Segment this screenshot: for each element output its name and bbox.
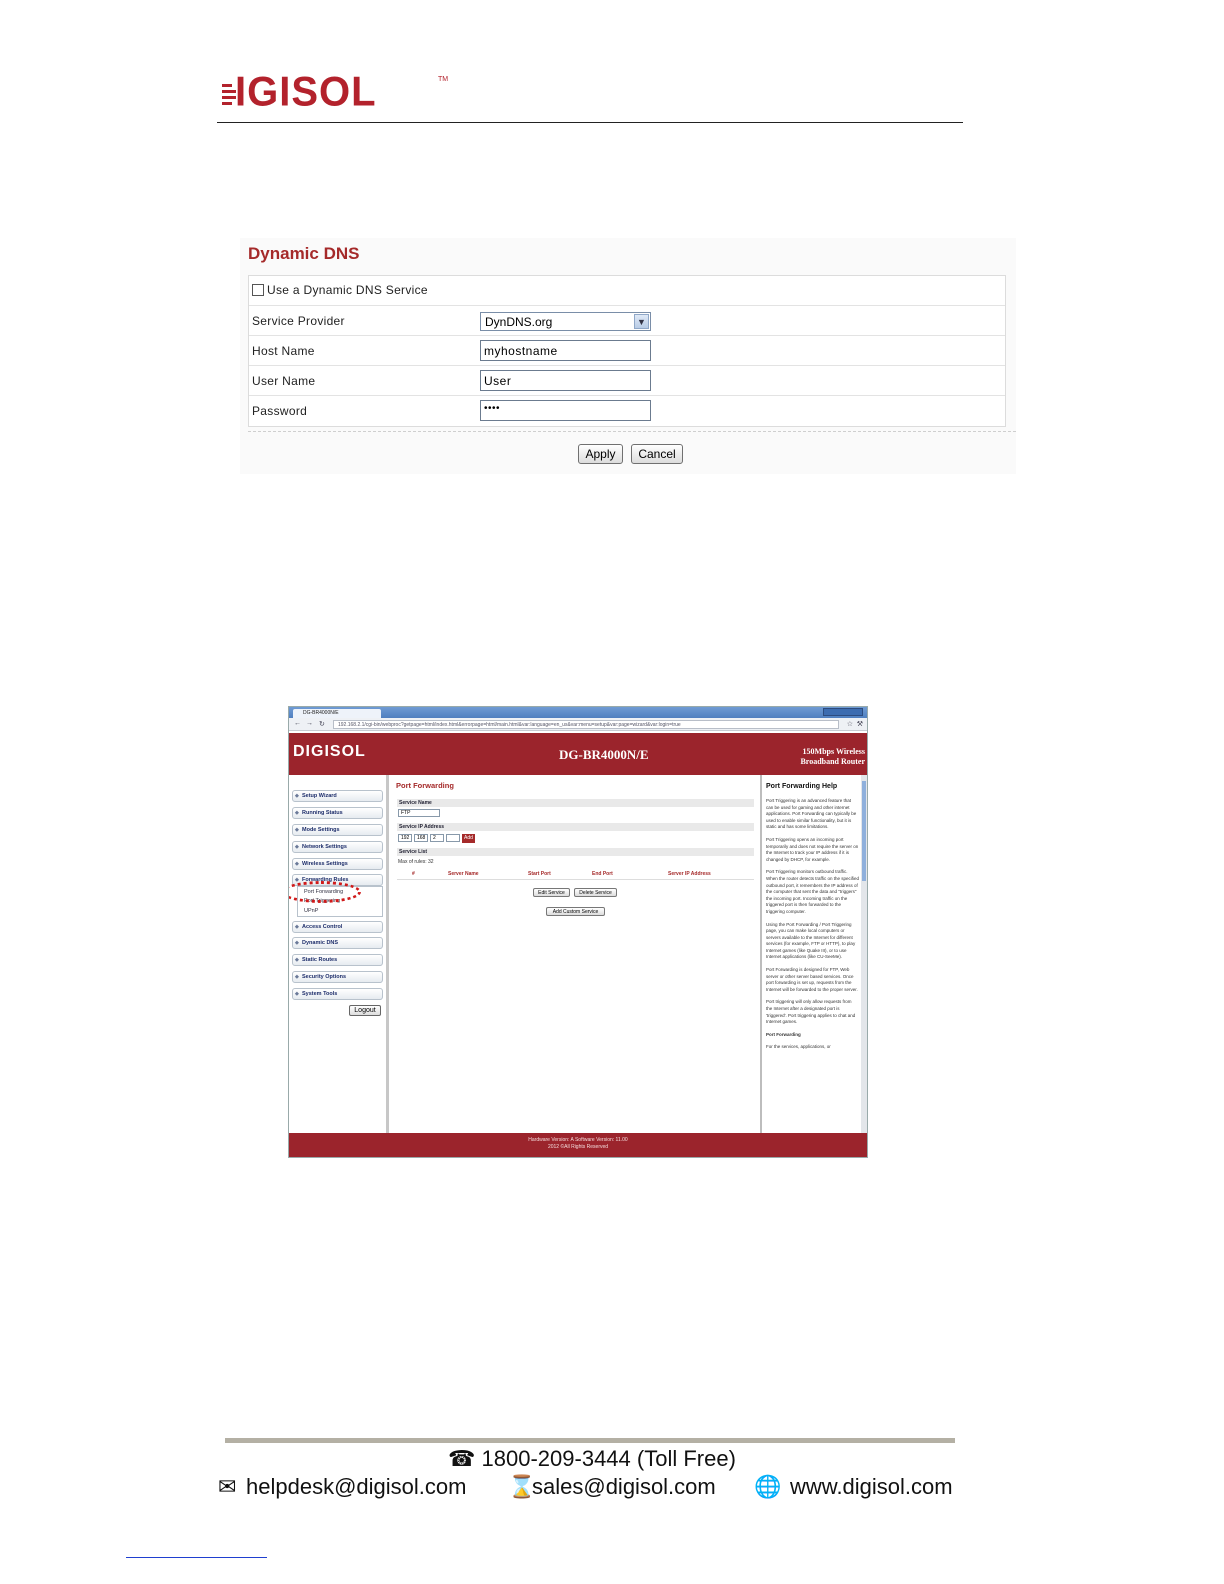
service-ip-header: Service IP Address [397,823,754,831]
hourglass-icon: ⌛ [508,1474,536,1499]
help-paragraph: For the services, applications, or [766,1044,831,1050]
router-footer-copyright: 2012 ©All Rights Reserved [547,1144,609,1150]
phone-line [448,1446,736,1472]
router-sidebar [289,775,389,1133]
dynamic-dns-panel [240,238,1016,474]
form-divider [248,431,1016,432]
logout-button[interactable]: Logout [349,1005,381,1016]
help-scrollbar[interactable] [861,775,867,1133]
chevron-down-icon: ▼ [634,314,649,329]
host-name-row [249,336,1005,366]
footer-divider [225,1438,955,1443]
col-server-name: Server Name [448,871,479,877]
nav-mode-settings[interactable]: ◆ Mode Settings [292,824,383,836]
password-input[interactable]: •••• [480,400,651,421]
page-title: Dynamic DNS [248,244,360,263]
nav-access-control[interactable]: ◆ Access Control [292,921,383,933]
router-header [289,733,867,775]
cancel-button[interactable]: Cancel [631,444,683,464]
ip-octet-1[interactable]: 192 [398,834,412,842]
digisol-logo [222,68,452,116]
logo-text: IGISOL [235,68,377,116]
nav-network-settings[interactable]: ◆ Network Settings [292,841,383,853]
nav-static-routes[interactable]: ◆ Static Routes [292,954,383,966]
help-subheading: Port Forwarding [766,1031,801,1037]
edit-service-button[interactable]: Edit Service [533,888,570,897]
help-paragraph: Using the Port Forwarding / Port Triggering page, you can make local computers or servers available to the Internet for different services (for example, FTP or HTTP), to play Internet games (like Quake III), or to use Internet applications (like CU-SeeMe). [766,921,856,960]
host-name-input[interactable]: myhostname [480,340,651,361]
use-ddns-label: Use a Dynamic DNS Service [267,282,428,297]
browser-tab[interactable]: DG-BR4000N/E [293,709,381,718]
router-footer-version: Hardware Version: A Software Version: 11.00 [528,1137,628,1143]
help-paragraph: Port triggering will only allow requests from the Internet after a designated port is 'triggered'. Port triggering applies to chat and Internet games. [766,999,856,1025]
password-row [249,396,1005,426]
scrollbar-thumb[interactable] [862,781,866,881]
ddns-form [248,275,1006,427]
tagline-line-1: 150Mbps Wireless [802,747,865,756]
router-model: DG-BR4000N/E [559,747,649,762]
service-name-value: FTP [401,810,411,816]
url-field[interactable]: 192.168.2.1/cgi-bin/webproc?getpage=html/index.html&errorpage=html/main.html&var:language=en_us&var:menu=setup&var:page=wizard&var:login=true [333,720,839,729]
apply-button[interactable]: Apply [578,444,623,464]
nav-setup-wizard[interactable]: ◆ Setup Wizard [292,790,383,802]
helpdesk-email[interactable]: helpdesk@digisol.com [246,1474,467,1499]
service-list-header: Service List [397,848,754,856]
nav-upnp[interactable]: UPnP [304,908,319,914]
wrench-icon[interactable]: ⚒ [856,721,863,728]
phone-icon: ☎ [448,1446,476,1471]
host-name-label: Host Name [252,344,315,358]
nav-forwarding-rules[interactable]: ◆ Forwarding Rules [292,874,383,886]
col-index: # [412,871,415,877]
ip-octet-3[interactable]: 2 [430,834,444,842]
port-forwarding-title: Port Forwarding [396,781,454,790]
help-panel [764,775,861,1133]
help-title: Port Forwarding Help [766,783,838,790]
nav-wireless-settings[interactable]: ◆ Wireless Settings [292,858,383,870]
help-paragraph: Port Triggering monitors outbound traffic. When the router detects traffic on the specified outbound port, it remembers the IP address of the computer that sent the data and "triggers" the incoming port. Incoming traffic on the triggered port is then forwarded to the triggering computer. [766,869,859,914]
password-label: Password [252,404,308,418]
service-provider-row [249,306,1005,336]
phone-number: 1800-209-3444 (Toll Free) [481,1446,736,1471]
trademark-mark: TM [438,76,449,83]
max-rules-text: Max of rules: 32 [398,859,434,865]
nav-running-status[interactable]: ◆ Running Status [292,807,383,819]
col-end-port: End Port [592,871,613,877]
user-name-input[interactable]: User [480,370,651,391]
help-paragraph: Port Triggering opens an incoming port temporarily and does not require the server on the Internet to track your IP address if it is changed by DHCP, for example. [766,836,859,862]
ip-octet-2[interactable]: 168 [414,834,428,842]
col-server-ip: Server IP Address [668,871,711,877]
browser-tab-bar [289,707,867,718]
service-provider-select[interactable] [480,312,651,331]
window-controls[interactable] [823,708,863,716]
star-icon[interactable]: ☆ [846,721,853,728]
footer-underline [126,1557,267,1558]
nav-port-triggering[interactable]: Port Triggering [304,898,341,904]
nav-system-tools[interactable]: ◆ System Tools [292,988,383,1000]
router-screenshot [288,706,868,1158]
tagline-line-2: Broadband Router [800,757,865,766]
globe-icon: 🌐 [754,1474,782,1499]
nav-dynamic-dns[interactable]: ◆ Dynamic DNS [292,937,383,949]
website-link[interactable]: www.digisol.com [790,1474,953,1499]
back-icon[interactable]: ← [294,720,301,727]
port-forwarding-main [392,775,762,1133]
use-service-row [249,276,1005,306]
contact-line [218,1474,963,1504]
add-button[interactable]: Add [462,834,475,843]
col-start-port: Start Port [528,871,551,877]
use-ddns-checkbox[interactable] [252,284,264,296]
mail-icon: ✉ [218,1474,237,1499]
user-name-row [249,366,1005,396]
service-name-header: Service Name [397,799,754,807]
help-body [766,798,859,1057]
help-paragraph: Port Forwarding is designed for FTP, Web server or other server based services. Once port forwarding is set up, requests from the Internet will be forwarded to the proper server. [766,967,858,992]
service-name-select[interactable] [398,809,440,817]
service-provider-value: DynDNS.org [485,315,553,329]
delete-service-button[interactable]: Delete Service [574,888,617,897]
nav-port-forwarding[interactable]: Port Forwarding [304,889,344,895]
table-divider [397,879,754,880]
user-name-label: User Name [252,374,316,388]
add-custom-service-button[interactable]: Add Custom Service [546,907,605,916]
nav-security-options[interactable]: ◆ Security Options [292,971,383,983]
logo-bars-icon [222,84,236,106]
router-logo: DIGISOL [293,743,366,760]
ip-octet-4[interactable] [446,834,460,842]
browser-address-bar [289,718,867,731]
header-divider [217,122,963,123]
service-provider-label: Service Provider [252,314,345,328]
help-paragraph: Port Triggering is an advanced feature that can be used for gaming and other internet applications. Port Forwarding can typically be used to enable similar functionality, but it is static and has some limitations. [766,798,857,830]
forward-icon[interactable]: → [306,720,313,727]
router-tagline [800,747,865,767]
router-footer [289,1133,867,1158]
reload-icon[interactable]: ↻ [319,721,325,728]
sales-email[interactable]: sales@digisol.com [532,1474,716,1499]
